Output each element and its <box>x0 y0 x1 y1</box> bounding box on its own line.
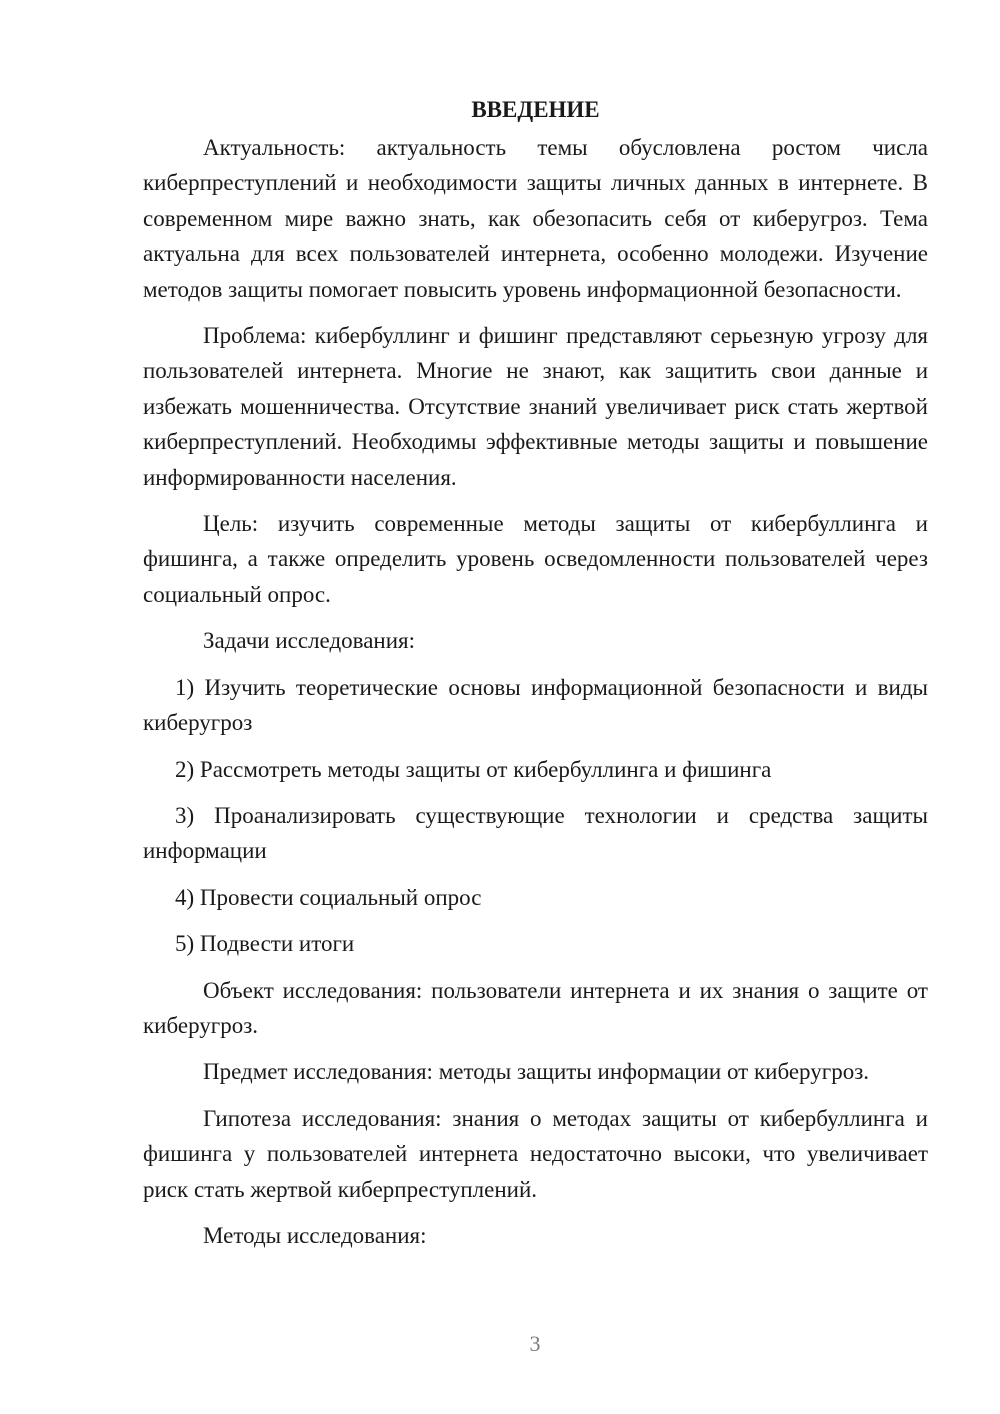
tasks-heading: Задачи исследования: <box>203 628 416 654</box>
problem-paragraph: Проблема: кибербуллинг и фишинг представляют серьезную угрозу для пользователей интернета. Многие не знают, как защитить свои данные и избежать мошенничества. Отсутствие знаний увеличивает риск стать жертвой киберпреступлений. Необходимы эффективные методы защиты и повышение информированности населения. <box>143 323 928 490</box>
page-number: 3 <box>529 1331 541 1356</box>
task-item-3: 3) Проанализировать существующие технологии и средства защиты информации <box>143 802 928 864</box>
task-item-5: 5) Подвести итоги <box>175 931 355 957</box>
object-paragraph: Объект исследования: пользователи интернета и их знания о защите от киберугроз. <box>143 977 928 1038</box>
document-page <box>143 92 928 1264</box>
task-item-2: 2) Рассмотреть методы защиты от кибербуллинга и фишинга <box>175 756 772 782</box>
page-title: ВВЕДЕНИЕ <box>471 97 600 122</box>
hypothesis-paragraph: Гипотеза исследования: знания о методах защиты от кибербуллинга и фишинга у пользователей интернета недостаточно высоки, что увеличивает риск стать жертвой киберпреступлений. <box>143 1105 928 1202</box>
task-item-1: 1) Изучить теоретические основы информационной безопасности и виды киберугроз <box>143 674 928 736</box>
task-item-4: 4) Провести социальный опрос <box>175 884 482 910</box>
goal-paragraph: Цель: изучить современные методы защиты от кибербуллинга и фишинга, а также определить уровень осведомленности пользователей через социальный опрос. <box>143 511 928 607</box>
subject-paragraph: Предмет исследования: методы защиты информации от киберугроз. <box>203 1059 870 1085</box>
methods-heading: Методы исследования: <box>203 1222 427 1248</box>
relevance-paragraph: Актуальность: актуальность темы обусловлена ростом числа киберпреступлений и необходимости защиты личных данных в интернете. В современном мире важно знать, как обезопасить себя от киберугроз. Тема актуальна для всех пользователей интернета, особенно молодежи. Изучение методов защиты помогает повысить уровень информационной безопасности. <box>143 135 928 302</box>
